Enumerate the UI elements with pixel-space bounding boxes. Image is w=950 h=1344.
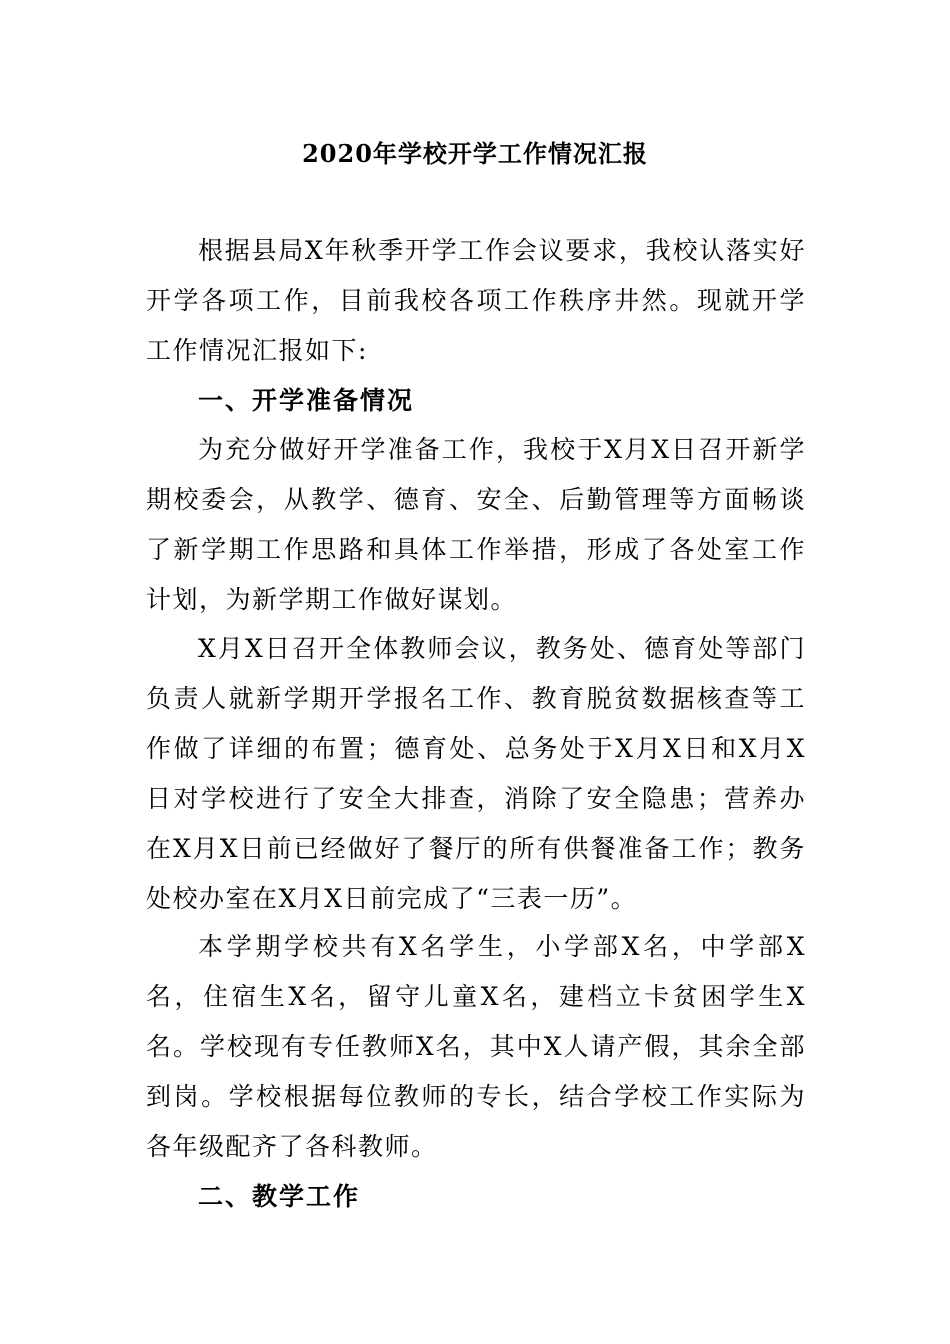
intro-paragraph: 根据县局X年秋季开学工作会议要求，我校认落实好开学各项工作，目前我校各项工作秩序井然。现就开学工作情况汇报如下: [146,236,806,365]
section-heading-teaching: 二、教学工作 [198,1182,361,1211]
paragraph-enrollment: 本学期学校共有X名学生，小学部X名，中学部X名，住宿生X名，留守儿童X名，建档立卡贫困学生X名。学校现有专任教师X名，其中X人请产假，其余全部到岗。学校根据每位教师的专长，结合学校工作实际为各年级配齐了各科教师。 [146,932,806,1161]
section-heading-preparation: 一、开学准备情况 [198,386,415,415]
document-title: 2020年学校开学工作情况汇报 [302,139,648,168]
paragraph-staff-meeting: X月X日召开全体教师会议，教务处、德育处等部门负责人就新学期开学报名工作、教育脱贫数据核查等工作做了详细的布置；德育处、总务处于X月X日和X月X日对学校进行了安全大排查，消除了安全隐患；营养办在X月X日前已经做好了餐厅的所有供餐准备工作；教务处校办室在X月X日前完成了“三表一历”。 [146,634,806,913]
paragraph-preparation-meeting: 为充分做好开学准备工作，我校于X月X日召开新学期校委会，从教学、德育、安全、后勤管理等方面畅谈了新学期工作思路和具体工作举措，形成了各处室工作计划，为新学期工作做好谋划。 [146,435,806,614]
